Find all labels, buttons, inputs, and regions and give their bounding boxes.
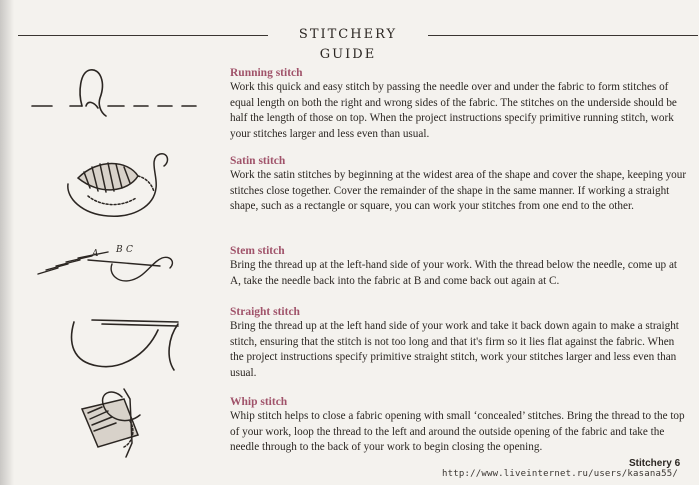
whip-stitch-diagram-icon (28, 385, 208, 469)
entry-body: Work the satin stitches by beginning at the widest area of the shape and cover the shape, keeping your stitches close together. Cover the remainder of the shape in the same manner. If working a straight shape, such as a rectangle or square, you can work your stitches from one end to the other. (230, 169, 687, 213)
header-rule-left (18, 35, 268, 36)
running-stitch-diagram-icon (28, 62, 208, 126)
entry-heading: Straight stitch (230, 306, 300, 318)
entry-body: Bring the thread up at the left hand side of your work and take it back down again to make a straight stitch, ensuring that the stitch is not too long and that it's firm so it lies flat against the fabric. When the project instructions specify primitive straight stitch, work your stitches larger and less even than usual. (230, 320, 679, 379)
entry-running-stitch (230, 66, 688, 142)
header-rule-right (428, 35, 698, 36)
stem-label-b: B (116, 245, 123, 255)
page-title: STITCHERY GUIDE (298, 27, 398, 62)
entry-straight-stitch (230, 305, 688, 381)
entry-heading: Satin stitch (230, 155, 286, 167)
entry-body: Work this quick and easy stitch by passing the needle over and under the fabric to form stitches of equal length on both the right and wrong sides of the fabric. The stitches on the underside should be half the length of those on top. When the project instructions specify primitive running stitch, work your stitches larger and less even than usual. (230, 81, 677, 140)
satin-stitch-diagram-icon (28, 148, 208, 232)
watermark-url[interactable]: http://www.liveinternet.ru/users/kasana55/ (442, 469, 678, 479)
entry-body: Bring the thread up at the left-hand side of your work. With the thread below the needle, come up at A, take the needle back into the fabric at B and come back out again at C. (230, 259, 678, 287)
entry-heading: Whip stitch (230, 396, 288, 408)
page-header (18, 25, 698, 62)
entry-stem-stitch (230, 244, 688, 289)
stem-stitch-diagram-icon (28, 240, 208, 294)
book-spine-shadow (0, 0, 14, 485)
stem-label-a: A (92, 249, 99, 259)
straight-stitch-diagram-icon (28, 308, 208, 382)
entry-satin-stitch (230, 154, 688, 215)
page-number: Stitchery 6 (629, 458, 681, 469)
entry-heading: Stem stitch (230, 245, 285, 257)
entry-body: Whip stitch helps to close a fabric opening with small ‘concealed’ stitches. Bring the thread to the top of your work, loop the thread to the left and around the outside opening of the fabric and take the needle through to the back of your work to begin closing the opening. (230, 410, 685, 454)
stem-label-c: C (126, 245, 133, 255)
entry-heading: Running stitch (230, 67, 303, 79)
entry-whip-stitch (230, 395, 688, 456)
